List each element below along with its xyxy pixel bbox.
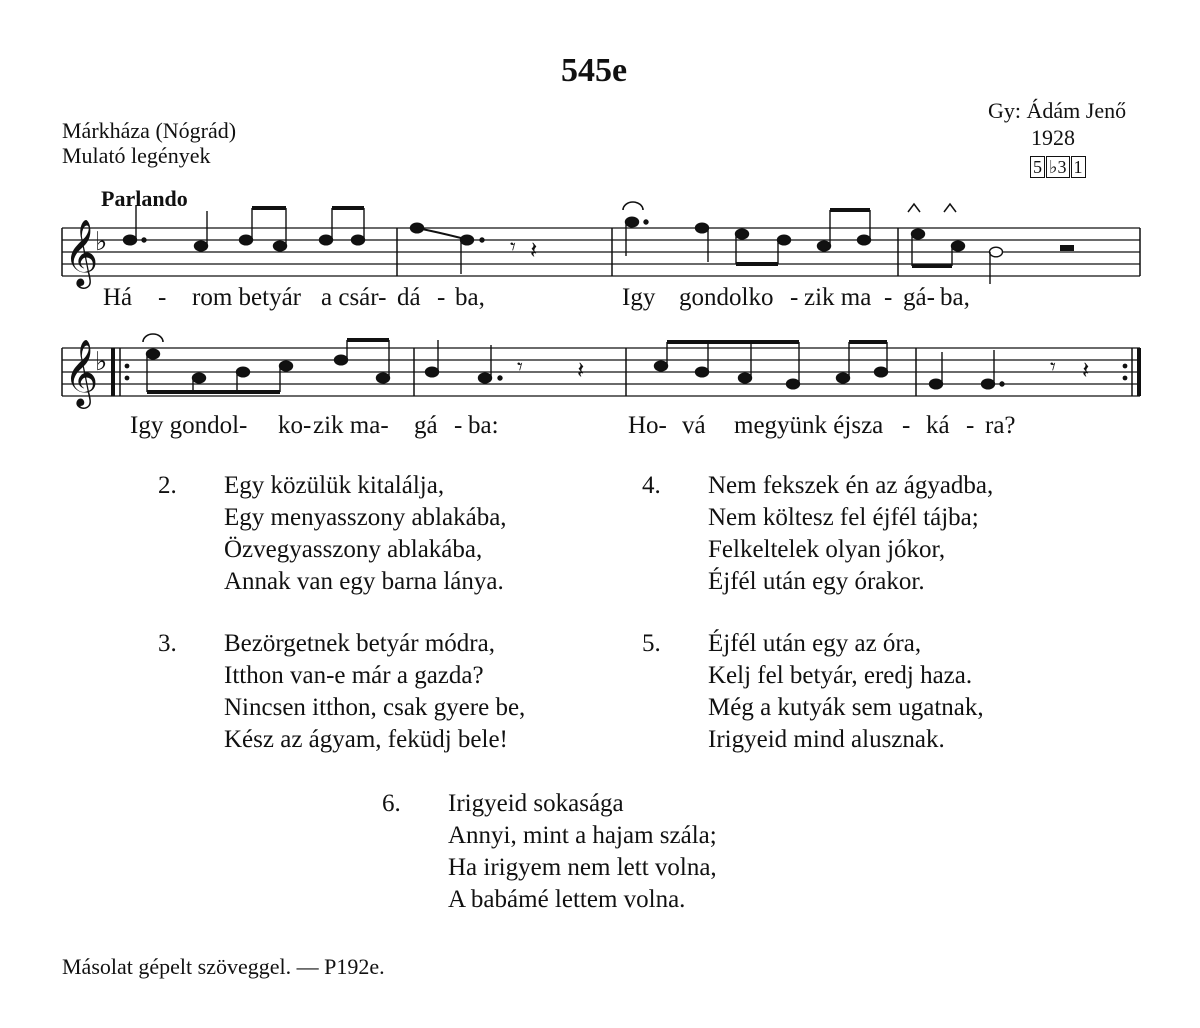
syllable: - (158, 284, 167, 311)
verse-line: Nem fekszek én az ágyadba, (708, 472, 994, 499)
syllable: dá (397, 284, 421, 311)
svg-text:𝄞: 𝄞 (64, 338, 99, 406)
syllable: - (437, 284, 446, 311)
syllable: ra? (985, 412, 1016, 439)
verse-line: Irigyeid sokasága (448, 790, 624, 817)
verse-line: Nem költesz fel éjfél tájba; (708, 504, 979, 531)
stanza-lines (448, 788, 717, 916)
cadence-2: ♭3 (1046, 156, 1070, 178)
svg-text:𝄾: 𝄾 (517, 355, 523, 380)
footer-note: Másolat gépelt szöveggel. — P192e. (62, 954, 385, 979)
cadence-1: 5 (1030, 156, 1045, 178)
syllable: megyünk éjsza (734, 412, 884, 439)
verse-line: Özvegyasszony ablakába, (224, 536, 483, 563)
stanza-number: 4. (642, 472, 661, 499)
svg-text:𝄾: 𝄾 (1050, 355, 1056, 380)
syllable: rom betyár (192, 284, 301, 311)
syllable: - (884, 284, 893, 311)
syllable: Igy gondol- (130, 412, 248, 439)
verse-line: A babámé lettem volna. (448, 886, 686, 913)
verse-line: Egy menyasszony ablakába, (224, 504, 507, 531)
svg-text:♭: ♭ (95, 347, 108, 377)
syllable: - (454, 412, 463, 439)
performer: Mulató legények (62, 143, 211, 168)
syllable: Há (103, 284, 133, 311)
verse-line: Itthon van-e már a gazda? (224, 662, 484, 689)
syllable: a csár- (321, 284, 387, 311)
cadence-3: 1 (1071, 156, 1086, 178)
year: 1928 (1031, 125, 1075, 150)
syllable: zik ma- (313, 412, 389, 439)
syllable: ko- (278, 412, 312, 439)
verse-line: Annyi, mint a hajam szála; (448, 822, 717, 849)
music-staves (0, 0, 1200, 460)
stanza-number: 6. (382, 790, 401, 817)
syllable: vá (682, 412, 706, 439)
stanza-number: 3. (158, 630, 177, 657)
syllable: - (790, 284, 799, 311)
syllable: Ho- (628, 412, 667, 439)
svg-text:𝄽: 𝄽 (577, 356, 585, 384)
verse-line: Felkeltelek olyan jókor, (708, 536, 946, 563)
syllable: - (966, 412, 975, 439)
verse-line: Irigyeid mind alusznak. (708, 726, 945, 753)
stanza-lines (224, 628, 525, 756)
stanza-lines (708, 628, 984, 756)
song-number: 545e (561, 52, 628, 89)
svg-text:𝄽: 𝄽 (530, 236, 538, 264)
place: Márkháza (Nógrád) (62, 118, 237, 143)
syllable: ba, (940, 284, 970, 311)
syllable: gondolko (679, 284, 774, 311)
syllable: gá- (903, 284, 935, 311)
verse-line: Bezörgetnek betyár módra, (224, 630, 495, 657)
svg-text:𝄾: 𝄾 (510, 235, 516, 260)
tempo-marking: Parlando (101, 186, 188, 211)
stanza-lines (708, 470, 993, 598)
svg-text:♭: ♭ (95, 227, 108, 257)
verse-line: Nincsen itthon, csak gyere be, (224, 694, 526, 721)
syllable: ba: (468, 412, 499, 439)
verse-line: Ha irigyem nem lett volna, (448, 854, 717, 881)
syllable: ká (926, 412, 950, 439)
stanza-number: 2. (158, 472, 177, 499)
verse-line: Egy közülük kitalálja, (224, 472, 445, 499)
verse-line: Kelj fel betyár, eredj haza. (708, 662, 973, 689)
stanza-number: 5. (642, 630, 661, 657)
syllable: - (902, 412, 911, 439)
verse-line: Kész az ágyam, feküdj bele! (224, 726, 508, 753)
lyric-line-1 (0, 284, 1200, 316)
syllable: ba, (455, 284, 485, 311)
verse-line: Még a kutyák sem ugatnak, (708, 694, 984, 721)
syllable: zik ma (804, 284, 872, 311)
verse-line: Éjfél után egy az óra, (708, 630, 922, 657)
syllable: gá (414, 412, 438, 439)
verse-line: Annak van egy barna lánya. (224, 568, 504, 595)
svg-text:𝄞: 𝄞 (64, 218, 99, 286)
stanza-lines (224, 470, 507, 598)
syllable: Igy (622, 284, 656, 311)
lyric-line-2 (0, 412, 1200, 444)
verse-line: Éjfél után egy órakor. (708, 568, 925, 595)
collector: Gy: Ádám Jenő (988, 98, 1127, 123)
svg-text:𝄽: 𝄽 (1082, 356, 1090, 384)
